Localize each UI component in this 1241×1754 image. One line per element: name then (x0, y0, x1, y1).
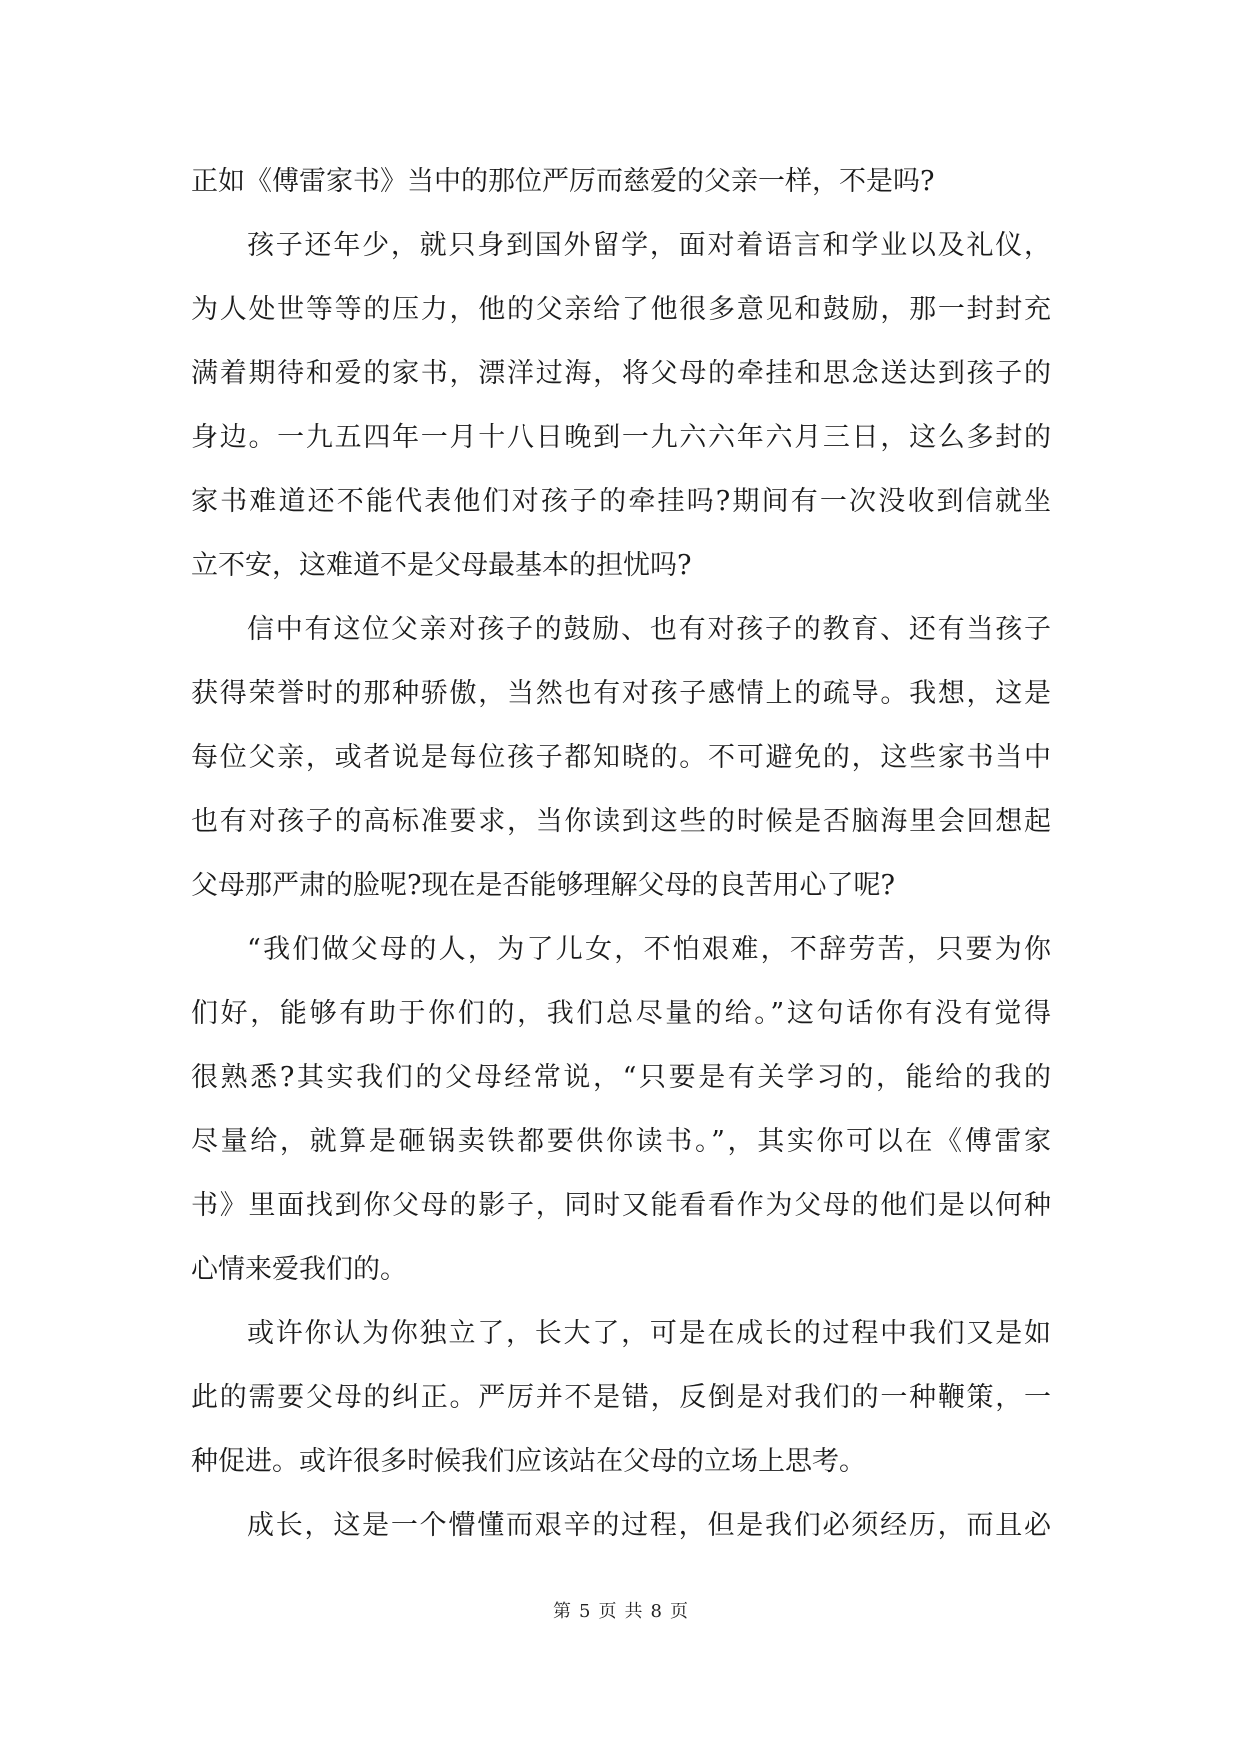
text-line: 成长，这是一个懵懂而艰辛的过程，但是我们必须经历，而且必 (247, 1510, 1051, 1541)
text-line: 每位父亲，或者说是每位孩子都知晓的。不可避免的，这些家书当中 (191, 742, 1051, 773)
text-line: 们好，能够有助于你们的，我们总尽量的给。”这句话你有没有觉得 (191, 998, 1051, 1029)
total-suffix: 页 (669, 1601, 688, 1622)
text-line: 立不安，这难道不是父母最基本的担忧吗? (191, 550, 692, 581)
text-line: 或许你认为你独立了，长大了，可是在成长的过程中我们又是如 (247, 1318, 1051, 1349)
text-line: 很熟悉?其实我们的父母经常说，“只要是有关学习的，能给的我的 (191, 1062, 1051, 1093)
text-line: 书》里面找到你父母的影子，同时又能看看作为父母的他们是以何种 (191, 1190, 1051, 1221)
text-line: 心情来爱我们的。 (191, 1254, 407, 1285)
text-line: 也有对孩子的高标准要求，当你读到这些的时候是否脑海里会回想起 (191, 806, 1051, 837)
page-footer (0, 1600, 1241, 1624)
page-prefix: 第 (553, 1601, 572, 1622)
total-page-number: 8 (650, 1601, 662, 1622)
text-line: 家书难道还不能代表他们对孩子的牵挂吗?期间有一次没收到信就坐 (191, 486, 1051, 517)
text-line: 父母那严肃的脸呢?现在是否能够理解父母的良苦用心了呢? (191, 870, 895, 901)
body-text (191, 150, 1051, 1558)
text-line: “我们做父母的人，为了儿女，不怕艰难，不辞劳苦，只要为你 (247, 934, 1051, 965)
text-line: 获得荣誉时的那种骄傲，当然也有对孩子感情上的疏导。我想，这是 (191, 678, 1051, 709)
text-line: 尽量给，就算是砸锅卖铁都要供你读书。”，其实你可以在《傅雷家 (191, 1126, 1051, 1157)
page-word: 页 (598, 1601, 617, 1622)
text-line: 信中有这位父亲对孩子的鼓励、也有对孩子的教育、还有当孩子 (247, 614, 1051, 645)
text-line: 身边。一九五四年一月十八日晚到一九六六年六月三日，这么多封的 (191, 422, 1051, 453)
text-line: 孩子还年少，就只身到国外留学，面对着语言和学业以及礼仪， (247, 230, 1051, 261)
text-line: 此的需要父母的纠正。严厉并不是错，反倒是对我们的一种鞭策，一 (191, 1382, 1051, 1413)
text-line: 正如《傅雷家书》当中的那位严厉而慈爱的父亲一样，不是吗? (191, 166, 935, 197)
text-line: 满着期待和爱的家书，漂洋过海，将父母的牵挂和思念送达到孩子的 (191, 358, 1051, 389)
total-prefix: 共 (624, 1601, 643, 1622)
text-line: 为人处世等等的压力，他的父亲给了他很多意见和鼓励，那一封封充 (191, 294, 1051, 325)
text-line: 种促进。或许很多时候我们应该站在父母的立场上思考。 (191, 1446, 866, 1477)
current-page-number: 5 (579, 1601, 591, 1622)
